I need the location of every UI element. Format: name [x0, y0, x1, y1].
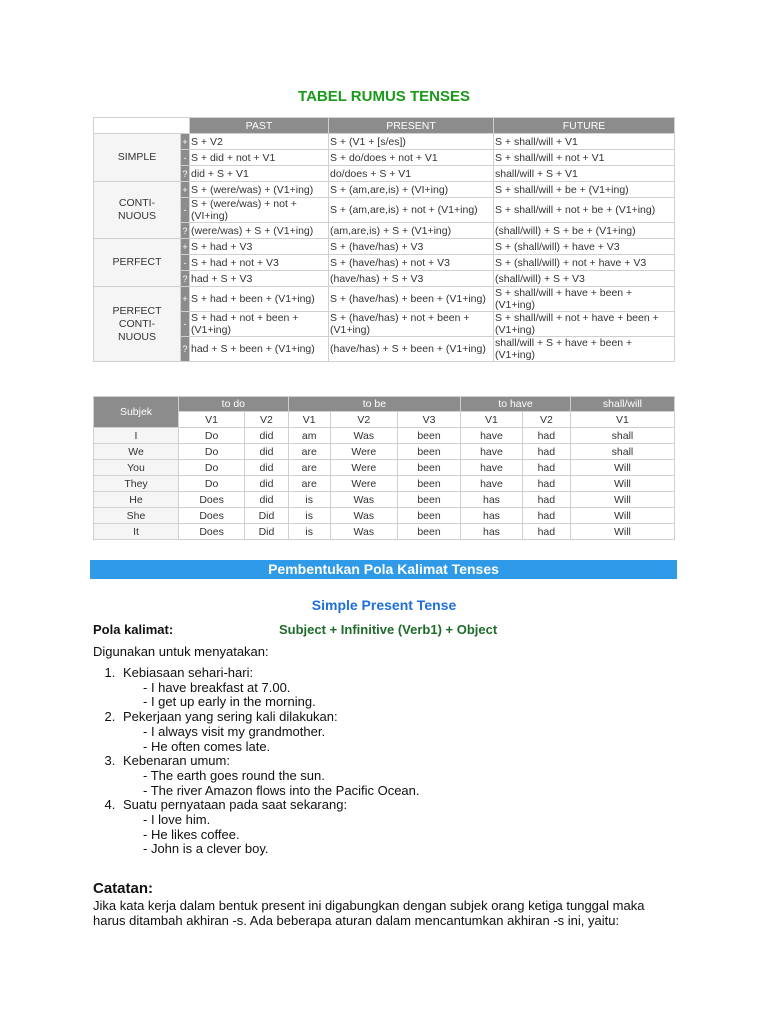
verb-col-header: V2 — [245, 412, 289, 428]
verb-cell: Do — [179, 476, 245, 492]
verb-cell: has — [461, 492, 523, 508]
usage-example: - He often comes late. — [143, 738, 271, 754]
catatan-text: Jika kata kerja dalam bentuk present ini digabungkan dengan subjek orang ketiga tunggal maka harus ditambah akhiran -s. Ada beberapa aturan dalam mencantumkan akhiran -s ini, yaitu: — [93, 898, 645, 928]
formula-present: S + do/does + not + V1 — [329, 150, 494, 166]
sign-marker: + — [181, 182, 190, 198]
verb-cell: Do — [179, 444, 245, 460]
verb-cell: been — [397, 508, 460, 524]
verb-cell: Was — [330, 524, 397, 540]
verb-cell: Was — [330, 508, 397, 524]
verb-cell: shall — [570, 444, 674, 460]
pola-value: Subject + Infinitive (Verb1) + Object — [279, 622, 498, 637]
verb-cell: had — [522, 476, 570, 492]
verb-cell: shall — [570, 428, 674, 444]
verb-group-header-row — [94, 397, 675, 412]
tense-name: PERFECT — [94, 239, 181, 287]
formula-future: shall/will + S + V1 — [494, 166, 675, 182]
subject-cell: He — [94, 492, 179, 508]
header-future: FUTURE — [494, 118, 675, 134]
verb-cell: had — [522, 524, 570, 540]
verb-cell: is — [288, 492, 330, 508]
verb-cell: Do — [179, 460, 245, 476]
formula-past: had + S + V3 — [190, 271, 329, 287]
header-blank — [94, 118, 190, 134]
verb-cell: been — [397, 476, 460, 492]
formula-present: S + (have/has) + V3 — [329, 239, 494, 255]
verb-cell: had — [522, 508, 570, 524]
usage-title: Suatu pernyataan pada saat sekarang: — [123, 797, 348, 813]
verb-row — [94, 460, 675, 476]
subject-cell: They — [94, 476, 179, 492]
verb-cell: have — [461, 428, 523, 444]
verb-col-header: V2 — [330, 412, 397, 428]
formula-future: S + shall/will + not + be + (V1+ing) — [494, 198, 675, 223]
subject-cell: It — [94, 524, 179, 540]
verb-cell: did — [245, 428, 289, 444]
verb-cell: Will — [570, 460, 674, 476]
tenses-header-row — [94, 118, 675, 134]
verb-row — [94, 428, 675, 444]
page-title: TABEL RUMUS TENSES — [298, 88, 470, 105]
verb-cell: Were — [330, 476, 397, 492]
sign-marker: ? — [181, 166, 190, 182]
usage-list — [101, 666, 679, 857]
formula-future: S + shall/will + have + been + (V1+ing) — [494, 287, 675, 312]
formula-past: (were/was) + S + (V1+ing) — [190, 223, 329, 239]
formula-present: S + (am,are,is) + not + (V1+ing) — [329, 198, 494, 223]
header-group-to-do: to do — [179, 397, 289, 412]
sign-marker: ? — [181, 337, 190, 362]
tense-name: PERFECT CONTI- NUOUS — [94, 287, 181, 362]
verb-cell: has — [461, 524, 523, 540]
formula-future: S + shall/will + be + (V1+ing) — [494, 182, 675, 198]
verb-subheader-row — [94, 412, 675, 428]
verb-row — [94, 444, 675, 460]
verb-col-header: V1 — [570, 412, 674, 428]
sign-marker: - — [181, 198, 190, 223]
verb-cell: Does — [179, 492, 245, 508]
section-bar: Pembentukan Pola Kalimat Tenses — [90, 560, 677, 579]
verb-cell: did — [245, 444, 289, 460]
formula-future: S + shall/will + not + have + been + (V1+ing) — [494, 312, 675, 337]
section-subtitle: Simple Present Tense — [311, 597, 457, 613]
formula-past: S + (were/was) + not + (VI+ing) — [190, 198, 329, 223]
verb-cell: is — [288, 524, 330, 540]
verb-cell: Do — [179, 428, 245, 444]
formula-past: S + had + been + (V1+ing) — [190, 287, 329, 312]
formula-past: S + had + not + been + (V1+ing) — [190, 312, 329, 337]
verb-cell: been — [397, 444, 460, 460]
verb-cell: are — [288, 460, 330, 476]
tense-row — [94, 255, 675, 271]
tense-name: CONTI- NUOUS — [94, 182, 181, 239]
usage-item — [119, 754, 679, 798]
usage-example: - John is a clever boy. — [143, 841, 269, 857]
verb-cell: have — [461, 444, 523, 460]
formula-past: S + had + not + V3 — [190, 255, 329, 271]
header-past: PAST — [190, 118, 329, 134]
formula-future: S + shall/will + not + V1 — [494, 150, 675, 166]
tense-row — [94, 198, 675, 223]
formula-future: S + shall/will + V1 — [494, 134, 675, 150]
formula-present: (have/has) + S + been + (V1+ing) — [329, 337, 494, 362]
verb-cell: Were — [330, 460, 397, 476]
verb-cell: had — [522, 428, 570, 444]
usage-example: - I have breakfast at 7.00. — [143, 679, 291, 695]
formula-present: (am,are,is) + S + (V1+ing) — [329, 223, 494, 239]
tense-row — [94, 337, 675, 362]
sign-marker: ? — [181, 271, 190, 287]
verb-cell: are — [288, 444, 330, 460]
verb-col-header: V2 — [522, 412, 570, 428]
formula-present: S + (have/has) + not + been + (V1+ing) — [329, 312, 494, 337]
verb-cell: Were — [330, 444, 397, 460]
subject-cell: I — [94, 428, 179, 444]
verb-row — [94, 492, 675, 508]
verb-cell: Will — [570, 524, 674, 540]
subject-cell: You — [94, 460, 179, 476]
usage-title: Pekerjaan yang sering kali dilakukan: — [123, 709, 338, 725]
usage-example: - He likes coffee. — [143, 826, 240, 842]
usage-example: - I always visit my grandmother. — [143, 723, 326, 739]
verb-cell: been — [397, 428, 460, 444]
formula-past: S + did + not + V1 — [190, 150, 329, 166]
verb-cell: been — [397, 524, 460, 540]
sign-marker: + — [181, 239, 190, 255]
formula-future: (shall/will) + S + be + (V1+ing) — [494, 223, 675, 239]
tense-row — [94, 239, 675, 255]
verb-col-header: V1 — [461, 412, 523, 428]
formula-present: (have/has) + S + V3 — [329, 271, 494, 287]
catatan-heading: Catatan: — [93, 880, 154, 897]
verb-cell: had — [522, 444, 570, 460]
usage-item — [119, 798, 679, 857]
formula-future: (shall/will) + S + V3 — [494, 271, 675, 287]
verb-cell: are — [288, 476, 330, 492]
header-subject: Subjek — [94, 397, 179, 428]
formula-present: S + (have/has) + been + (V1+ing) — [329, 287, 494, 312]
verb-cell: Does — [179, 524, 245, 540]
subject-cell: She — [94, 508, 179, 524]
formula-future: S + (shall/will) + have + V3 — [494, 239, 675, 255]
verb-col-header: V3 — [397, 412, 460, 428]
verb-row — [94, 524, 675, 540]
usage-example: - I get up early in the morning. — [143, 694, 316, 710]
verb-cell: Will — [570, 492, 674, 508]
header-group-to-have: to have — [461, 397, 571, 412]
verb-cell: did — [245, 460, 289, 476]
verb-cell: had — [522, 460, 570, 476]
usage-title: Kebiasaan sehari-hari: — [123, 665, 254, 680]
tense-row — [94, 134, 675, 150]
sign-marker: + — [181, 134, 190, 150]
verb-cell: Did — [245, 524, 289, 540]
verb-cell: have — [461, 460, 523, 476]
verb-cell: am — [288, 428, 330, 444]
tense-row — [94, 166, 675, 182]
tense-row — [94, 287, 675, 312]
usage-example: - The earth goes round the sun. — [143, 767, 325, 783]
usage-example: - The river Amazon flows into the Pacific Ocean. — [143, 782, 420, 798]
verb-cell: is — [288, 508, 330, 524]
tense-row — [94, 312, 675, 337]
formula-future: shall/will + S + have + been + (V1+ing) — [494, 337, 675, 362]
formula-present: S + (have/has) + not + V3 — [329, 255, 494, 271]
tenses-formula-table — [93, 117, 675, 362]
verb-cell: Will — [570, 476, 674, 492]
verb-cell: did — [245, 492, 289, 508]
formula-present: S + (am,are,is) + (VI+ing) — [329, 182, 494, 198]
verb-cell: Was — [330, 492, 397, 508]
subject-cell: We — [94, 444, 179, 460]
formula-past: had + S + been + (V1+ing) — [190, 337, 329, 362]
header-group-shall-will: shall/will — [570, 397, 674, 412]
header-present: PRESENT — [329, 118, 494, 134]
formula-present: S + (V1 + [s/es]) — [329, 134, 494, 150]
tense-name: SIMPLE — [94, 134, 181, 182]
usage-item — [119, 666, 679, 710]
verb-cell: Did — [245, 508, 289, 524]
usage-example: - I love him. — [143, 812, 211, 828]
tense-row — [94, 150, 675, 166]
verb-cell: Was — [330, 428, 397, 444]
sign-marker: - — [181, 312, 190, 337]
sign-marker: - — [181, 150, 190, 166]
verb-cell: Does — [179, 508, 245, 524]
formula-past: S + (were/was) + (V1+ing) — [190, 182, 329, 198]
formula-future: S + (shall/will) + not + have + V3 — [494, 255, 675, 271]
usage-title: Kebenaran umum: — [123, 753, 230, 769]
verb-row — [94, 476, 675, 492]
tense-row — [94, 223, 675, 239]
usage-intro: Digunakan untuk menyatakan: — [93, 644, 269, 659]
sign-marker: + — [181, 287, 190, 312]
verb-cell: Will — [570, 508, 674, 524]
tense-row — [94, 271, 675, 287]
tense-row — [94, 182, 675, 198]
verb-cell: did — [245, 476, 289, 492]
formula-past: did + S + V1 — [190, 166, 329, 182]
verb-col-header: V1 — [288, 412, 330, 428]
verb-cell: have — [461, 476, 523, 492]
formula-present: do/does + S + V1 — [329, 166, 494, 182]
formula-past: S + had + V3 — [190, 239, 329, 255]
verb-row — [94, 508, 675, 524]
verb-cell: been — [397, 492, 460, 508]
header-group-to-be: to be — [288, 397, 460, 412]
verb-cell: has — [461, 508, 523, 524]
verb-col-header: V1 — [179, 412, 245, 428]
verb-cell: had — [522, 492, 570, 508]
pola-label: Pola kalimat: — [93, 622, 174, 637]
usage-item — [119, 710, 679, 754]
sign-marker: - — [181, 255, 190, 271]
formula-past: S + V2 — [190, 134, 329, 150]
verb-cell: been — [397, 460, 460, 476]
verb-forms-table — [93, 396, 675, 540]
sign-marker: ? — [181, 223, 190, 239]
